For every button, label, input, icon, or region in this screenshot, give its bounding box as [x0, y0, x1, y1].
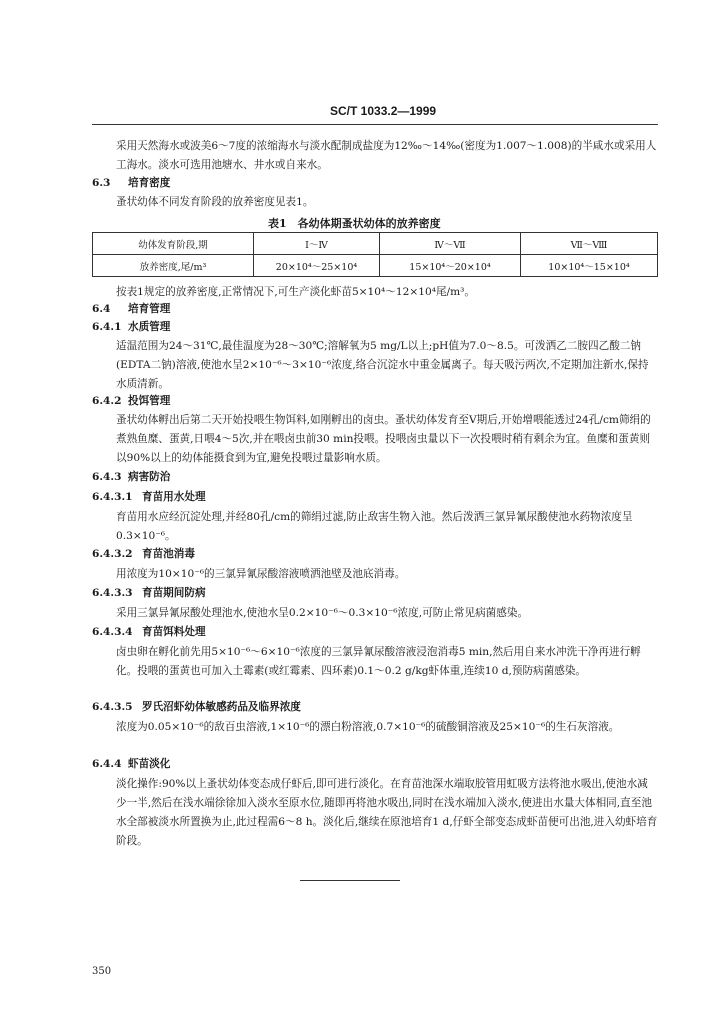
- table-cell: 10×10⁴～15×10⁴: [521, 255, 658, 277]
- subsubsection-heading: 6.4.3.3 育苗期间防病: [92, 587, 206, 599]
- paragraph: 用浓度为10×10⁻⁶的三氯异氰尿酸溶液喷洒池壁及池底消毒。: [116, 568, 406, 580]
- standard-code-header: SC/T 1033.2—1999: [330, 104, 437, 118]
- subsubsection-heading: 6.4.3.1 育苗用水处理: [92, 491, 206, 503]
- section-heading: 6.3 培育密度: [92, 177, 171, 189]
- table-cell: 放养密度,尾/m³: [93, 255, 254, 277]
- table-row: [93, 255, 658, 277]
- subsection-heading: 6.4.1 水质管理: [92, 321, 171, 333]
- table-caption: 表1 各幼体期蚤状幼体的放养密度: [268, 217, 441, 230]
- paragraph: 适温范围为24～31℃,最佳温度为28～30℃;溶解氧为5 mg/L以上;pH值为7.0～8.5。可泼洒乙二胺四乙酸二钠(EDTA二钠)溶液,使池水呈2×10⁻⁶～3×10⁻⁶浓度,络合沉淀水中重金属离子。每天吸污两次,不定期加注新水,保持水质清新。: [116, 340, 649, 390]
- paragraph-intro: 采用天然海水或波美6～7度的浓缩海水与淡水配制成盐度为12‰～14‰(密度为1.007～1.008)的半咸水或采用人工海水。淡水可选用池塘水、井水或自来水。: [116, 140, 657, 171]
- paragraph: 育苗用水应经沉淀处理,并经80孔/cm的筛绢过滤,防止敌害生物入池。然后泼洒三氯异氰尿酸使池水药物浓度呈0.3×10⁻⁶。: [116, 511, 633, 542]
- subsubsection-heading: 6.4.3.2 育苗池消毒: [92, 548, 195, 560]
- stocking-density-table: [92, 232, 658, 277]
- table-header-row: [93, 233, 658, 255]
- table-header-cell: Ⅰ～Ⅳ: [254, 233, 380, 255]
- subsection-heading: 6.4.2 投饵管理: [92, 395, 171, 407]
- paragraph: 采用三氯异氰尿酸处理池水,使池水呈0.2×10⁻⁶～0.3×10⁻⁶浓度,可防止常见病菌感染。: [116, 607, 529, 619]
- paragraph: 按表1规定的放养密度,正常情况下,可生产淡化虾苗5×10⁴～12×10⁴尾/m³。: [116, 286, 476, 298]
- table-header-cell: Ⅳ～Ⅶ: [380, 233, 521, 255]
- paragraph: 浓度为0.05×10⁻⁶的敌百虫溶液,1×10⁻⁶的漂白粉溶液,0.7×10⁻⁶的硫酸铜溶液及25×10⁻⁶的生石灰溶液。: [116, 721, 620, 733]
- paragraph: 卤虫卵在孵化前先用5×10⁻⁶～6×10⁻⁶浓度的三氯异氰尿酸溶液浸泡消毒5 min,然后用自来水冲洗干净再进行孵化。投喂的蛋黄也可加入土霉素(或红霉素、四环素)0.1～0.2 g/kg虾体重,连续10 d,预防病菌感染。: [116, 646, 641, 677]
- paragraph: 蚤状幼体孵出后第二天开始投喂生物饵料,如刚孵出的卤虫。蚤状幼体发育至Ⅴ期后,开始增喂能透过24孔/cm筛绢的煮熟鱼糜、蛋黄,日喂4～5次,并在喂卤虫前30 min投喂。投喂卤虫量以下一次投喂时稍有剩余为宜。鱼糜和蛋黄则以90%以上的幼体能摄食到为宜,避免投喂过量影响水质。: [116, 414, 651, 464]
- table-header-cell: Ⅶ～Ⅷ: [521, 233, 658, 255]
- subsection-heading: 6.4.3 病害防治: [92, 471, 171, 483]
- table-cell: 15×10⁴～20×10⁴: [380, 255, 521, 277]
- table-cell: 20×10⁴～25×10⁴: [254, 255, 380, 277]
- header-rule: [92, 124, 658, 125]
- subsection-heading: 6.4.4 虾苗淡化: [92, 758, 171, 770]
- paragraph: 淡化操作:90%以上蚤状幼体变态成仔虾后,即可进行淡化。在育苗池深水端取胶管用虹吸方法将池水吸出,使池水减少一半,然后在浅水端徐徐加入淡水至原水位,随即再将池水吸出,同时在浅水端加入淡水,使进出水量大体相同,直至池水全部被淡水所置换为止,此过程需6～8 h。淡化后,继续在原池培育1 d,仔虾全部变态成虾苗便可出池,进入幼虾培育阶段。: [116, 778, 658, 847]
- section-heading: 6.4 培育管理: [92, 303, 171, 315]
- table-header-cell: 幼体发育阶段,期: [93, 233, 254, 255]
- end-rule: [300, 880, 400, 881]
- subsubsection-heading: 6.4.3.5 罗氏沼虾幼体敏感药品及临界浓度: [92, 701, 301, 713]
- paragraph: 蚤状幼体不同发育阶段的放养密度见表1。: [116, 196, 314, 208]
- subsubsection-heading: 6.4.3.4 育苗饵料处理: [92, 626, 206, 638]
- page-number: 350: [92, 966, 112, 977]
